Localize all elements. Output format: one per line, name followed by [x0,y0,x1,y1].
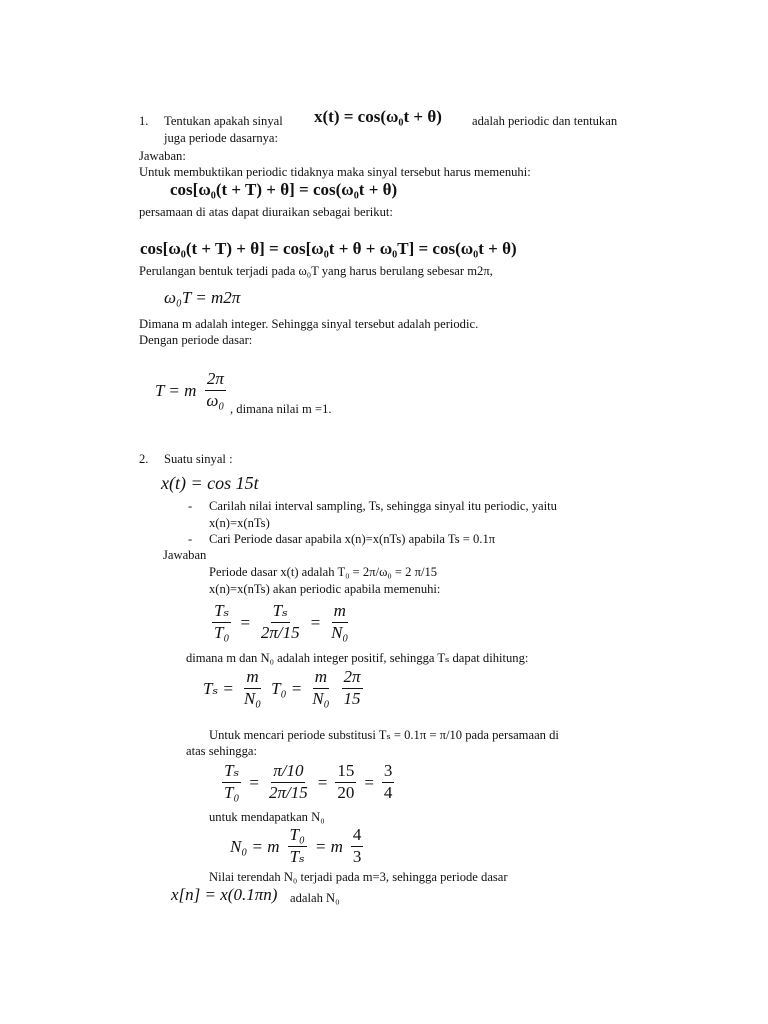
eq4-b-den: 3 [352,846,362,866]
eq1-c-den: N₀ [331,622,349,642]
eq4-frac-a [288,826,307,866]
eq3-c-num: 15 [335,762,356,783]
eq3-a-den: T₀ [224,782,240,802]
q2-dimana-text: dimana m dan N₀ adalah integer positif, sehingga Tₛ dapat dihitung: [186,651,529,665]
eq2-frac-b [310,668,331,708]
eq1-b-num: Tₛ [271,602,290,623]
q1-condition-equation: cos[ω₀(t + T) + θ] = cos(ω₀t + θ) [170,180,398,199]
eq1-frac-b [259,602,302,642]
q2-signal-equation: x(t) = cos 15t [161,473,259,493]
eq3-b-num: π/10 [271,762,305,783]
q1-period-equation [155,370,228,410]
q1-signal-equation: x(t) = cos(ω₀t + θ) [314,107,442,126]
eq1-b-den: 2π/15 [260,622,300,642]
q2-bullet2: Cari Periode dasar apabila x(n)=x(nTs) apabila Ts = 0.1π [209,532,496,546]
eq2-a-num: m [244,668,260,689]
q2-bullet1-line1: Carilah nilai interval sampling, Ts, sehingga sinyal itu periodic, yaitu [209,499,557,513]
eq3-a-num: Tₛ [222,762,241,783]
eq3-d-den: 4 [383,782,393,802]
q1-period-num: 2π [205,370,226,391]
q2-mendapatkan: untuk mendapatkan N₀ [209,810,325,824]
eq4-a-den: Tₛ [289,846,305,866]
q2-bullet1-line2: x(n)=x(nTs) [209,516,270,530]
eq2-a-den: N₀ [243,688,262,708]
eq2-frac-a [242,668,263,708]
eq4-a-num: T₀ [288,826,307,847]
eq3-d-num: 3 [382,762,395,783]
q1-repeat-text: Perulangan bentuk terjadi pada ω₀T yang harus berulang sebesar m2π, [139,264,493,278]
q1-integer-text: Dimana m adalah integer. Sehingga sinyal tersebut adalah periodic. [139,317,479,331]
eq3-equals-3: = [364,772,374,792]
eq1-a-den: T₀ [214,622,230,642]
q1-jawaban: Jawaban: [139,149,186,163]
q2-jawaban: Jawaban [163,548,207,562]
q2-untuk-line1: Untuk mencari periode substitusi Tₛ = 0.1π = π/10 pada persamaan di [209,728,559,742]
q1-period-den: ω₀ [206,390,225,410]
bullet-dash-2: - [188,532,193,546]
q2-equation-3 [220,762,396,802]
eq3-equals-1: = [249,772,259,792]
eq3-frac-a [222,762,241,802]
eq4-lhs: N₀ = m [230,836,280,856]
eq2-b-num: m [313,668,329,689]
q2-xn-text: x(n)=x(nTs) akan periodic apabila memenuhi: [209,582,441,596]
eq3-frac-d [382,762,395,802]
q2-final-equation: x[n] = x(0.1πn) [171,885,278,904]
eq2-a-tail: T₀ = [271,678,303,698]
q2-equation-2 [203,668,365,708]
eq4-mid: = m [314,836,343,856]
q2-nilai-text: Nilai terendah N₀ terjadi pada m=3, sehingga periode dasar [209,870,508,884]
eq1-a-num: Tₛ [212,602,231,623]
q1-expand-intro: persamaan di atas dapat diuraikan sebagai berikut: [139,205,393,219]
q2-periode-text: Periode dasar x(t) adalah T₀ = 2π/ω₀ = 2 π/15 [209,565,438,579]
eq2-b-den: N₀ [312,688,330,708]
q1-period-lhs: T = m [155,380,197,400]
q1-after-equation: adalah periodic dan tentukan [472,114,618,128]
q1-period-note: , dimana nilai m =1. [230,402,332,416]
eq3-equals-2: = [317,772,328,792]
eq2-c-den: 15 [343,688,361,708]
q1-proof-intro: Untuk membuktikan periodic tidaknya maka sinyal tersebut harus memenuhi: [139,165,531,179]
q1-period-fraction [204,370,226,410]
eq2-frac-c [342,668,363,708]
q1-repeat-equation: ω₀T = m2π [164,288,241,307]
q1-expand-equation: cos[ω₀(t + T) + θ] = cos[ω₀t + θ + ω₀T] = cos(ω₀t + θ) [140,239,517,258]
eq4-b-num: 4 [351,826,364,847]
q1-intro: Tentukan apakah sinyal [164,114,283,128]
eq1-equals-1: = [239,612,251,632]
eq2-lhs: Tₛ = [203,678,234,698]
eq3-c-den: 20 [337,782,355,802]
q2-number: 2. [139,452,149,466]
q1-line2: juga periode dasarnya: [164,131,278,145]
q2-equation-4 [230,826,365,866]
q1-number: 1. [139,114,149,128]
eq1-frac-a [212,602,231,642]
eq3-b-den: 2π/15 [268,782,308,802]
q2-final-text: adalah N₀ [290,891,340,905]
q2-untuk-line2: atas sehingga: [186,744,257,758]
eq1-c-num: m [332,602,348,623]
q1-period-text: Dengan periode dasar: [139,333,253,347]
q2-equation-1 [210,602,352,642]
eq2-c-num: 2π [342,668,363,689]
bullet-dash-1: - [188,499,193,513]
eq4-frac-b [351,826,364,866]
q2-intro: Suatu sinyal : [164,452,233,466]
eq1-equals-2: = [309,612,322,632]
eq3-frac-c [335,762,356,802]
eq1-frac-c [329,602,350,642]
eq3-frac-b [267,762,310,802]
